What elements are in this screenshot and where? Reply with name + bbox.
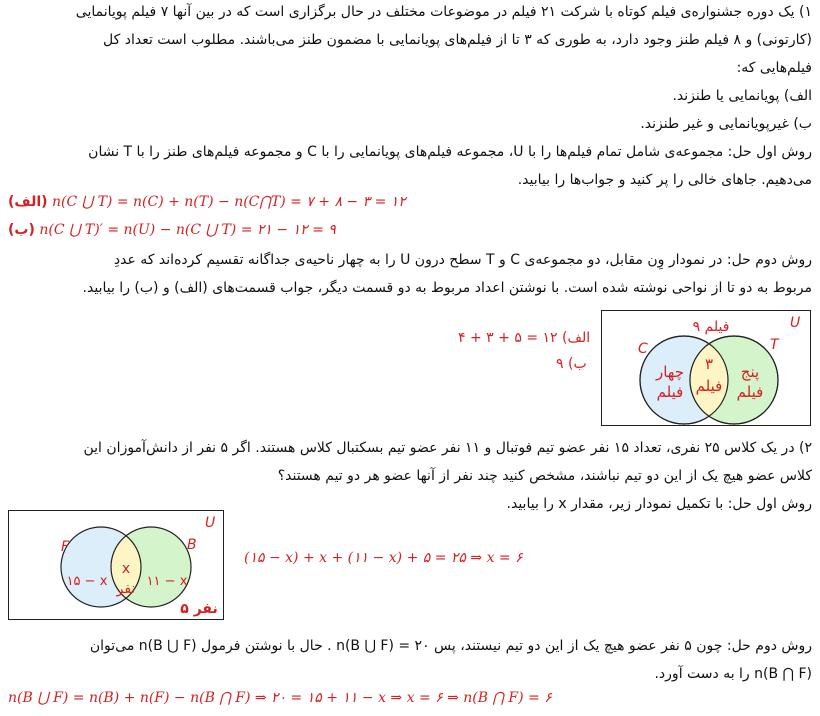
p2-equation: (۱۵ − x) + x + (۱۱ − x) + ۵ = ۲۵ ⇒ x = ۶ (244, 550, 523, 566)
p1-line-2: (کارتونی) و ۸ فیلم طنز وجود دارد، به طوری که ۳ تا از فیلم‌های پویانمایی با مضمون طنز می‌باشند. مطلوب است تعداد کل (103, 32, 812, 48)
p1-equation-b-label: (ب) (8, 222, 35, 238)
venn-2-label-b: B (187, 537, 197, 553)
venn-1-c-only-1: چهار (655, 363, 685, 381)
p1-answer-b: ب) ۹ (556, 356, 587, 372)
venn-1-label-c: C (638, 341, 648, 357)
venn-2-b-only: ۱۱ − x (146, 574, 188, 589)
venn-1-svg (602, 311, 810, 425)
p1-answer-a: الف) ۱۲ = ۵ + ۳ + ۴ (458, 330, 591, 346)
venn-1-label-t: T (770, 337, 779, 353)
venn-2-svg (9, 511, 223, 619)
p1-equation-a-label: (الف) (8, 194, 48, 210)
venn-diagram-1 (601, 310, 811, 426)
venn-2-f-only: ۱۵ − x (66, 574, 108, 589)
venn-2-inter-1: x (121, 561, 131, 577)
p1-line-1: ۱) یک دوره جشنواره‌ی فیلم کوتاه با شرکت ۲۱ فیلم در موضوعات مختلف در حال برگزاری است که در بین آنها ۷ فیلم پویانمایی (75, 4, 812, 20)
p1-line-3: فیلم‌هایی که: (736, 60, 812, 76)
p2-method1: روش اول حل: با تکمیل نمودار زیر، مقدار x را بیابید. (506, 496, 812, 512)
venn-diagram-2 (8, 510, 224, 620)
p1-method2-line-1: روش دوم حل: در نمودار وِن مقابل، دو مجموعه‌ی C و T سطح درون U را به چهار ناحیه‌ی جداگانه تقسیم کرده‌اند که عددِ (113, 252, 812, 268)
venn-2-label-u: U (205, 515, 216, 531)
p1-equation-b-text: n(C ⋃ T)′ = n(U) − n(C ⋃ T) = ۲۱ − ۱۲ = ۹ (39, 222, 336, 238)
venn-1-inter-1: ۳ (704, 355, 714, 373)
venn-2-label-f: F (61, 539, 70, 555)
venn-1-c-only-2: فیلم (656, 383, 684, 401)
p2-line-1: ۲) در یک کلاس ۲۵ نفری، تعداد ۱۵ نفر عضو تیم فوتبال و ۱۱ نفر عضو تیم بسکتبال کلاس هستند. اگر ۵ نفر از دانش‌آموزان این (83, 440, 812, 456)
venn-1-t-only-1: پنج (740, 363, 760, 381)
venn-1-inter-2: فیلم (695, 377, 723, 395)
venn-1-outside-count: ۹ فیلم (692, 319, 730, 335)
p1-equation-b (8, 222, 336, 238)
p2-final-equation: n(B ⋃ F) = n(B) + n(F) − n(B ⋂ F) ⇒ ۲۰ = ۱۵ + ۱۱ − x ⇒ x = ۶ ⇒ n(B ⋂ F) = ۶ (8, 690, 552, 706)
venn-2-inter-2: نفر (116, 581, 136, 597)
p2-line-2: کلاس عضو هیچ یک از این دو تیم نباشند، مشخص کنید چند نفر از آنها عضو هر دو تیم هستند؟ (277, 468, 812, 484)
p1-method1-line-2: می‌دهیم. جاهای خالی را پر کنید و جواب‌ها را بیابید. (517, 172, 812, 188)
venn-1-label-u: U (790, 315, 801, 331)
p2-method2-line-1: روش دوم حل: چون ۵ نفر عضو هیچ یک از این دو تیم نیستند، پس n(B ⋃ F) = ۲۰ . حال با نوشتن فرمول n(B ⋃ F) می‌توان (89, 638, 812, 654)
venn-2-outside-count: ۵ نفر (180, 601, 218, 617)
p1-option-a: الف) پویانمایی یا طنزند. (672, 88, 812, 104)
p2-method2-line-2: n(B ⋂ F) را به دست آورد. (654, 666, 812, 682)
p1-method1-line-1: روش اول حل: مجموعه‌ی شامل تمام فیلم‌ها را با U، مجموعه فیلم‌های پویانمایی را با C و مجموعه فیلم‌های طنز را با T نشان (88, 144, 812, 160)
p1-equation-a-text: n(C ⋃ T) = n(C) + n(T) − n(C⋂T) = ۷ + ۸ − ۳ = ۱۲ (52, 194, 406, 210)
p1-equation-a (8, 194, 406, 210)
p1-option-b: ب) غیرپویانمایی و غیر طنزند. (640, 116, 812, 132)
p1-method2-line-2: مربوط به دو تا از نواحی نوشته شده است. با نوشتن اعداد مربوط به دو قسمت دیگر، جواب قسمت‌های (الف) و (ب) را بیابید. (82, 280, 812, 296)
venn-1-t-only-2: فیلم (736, 383, 764, 401)
